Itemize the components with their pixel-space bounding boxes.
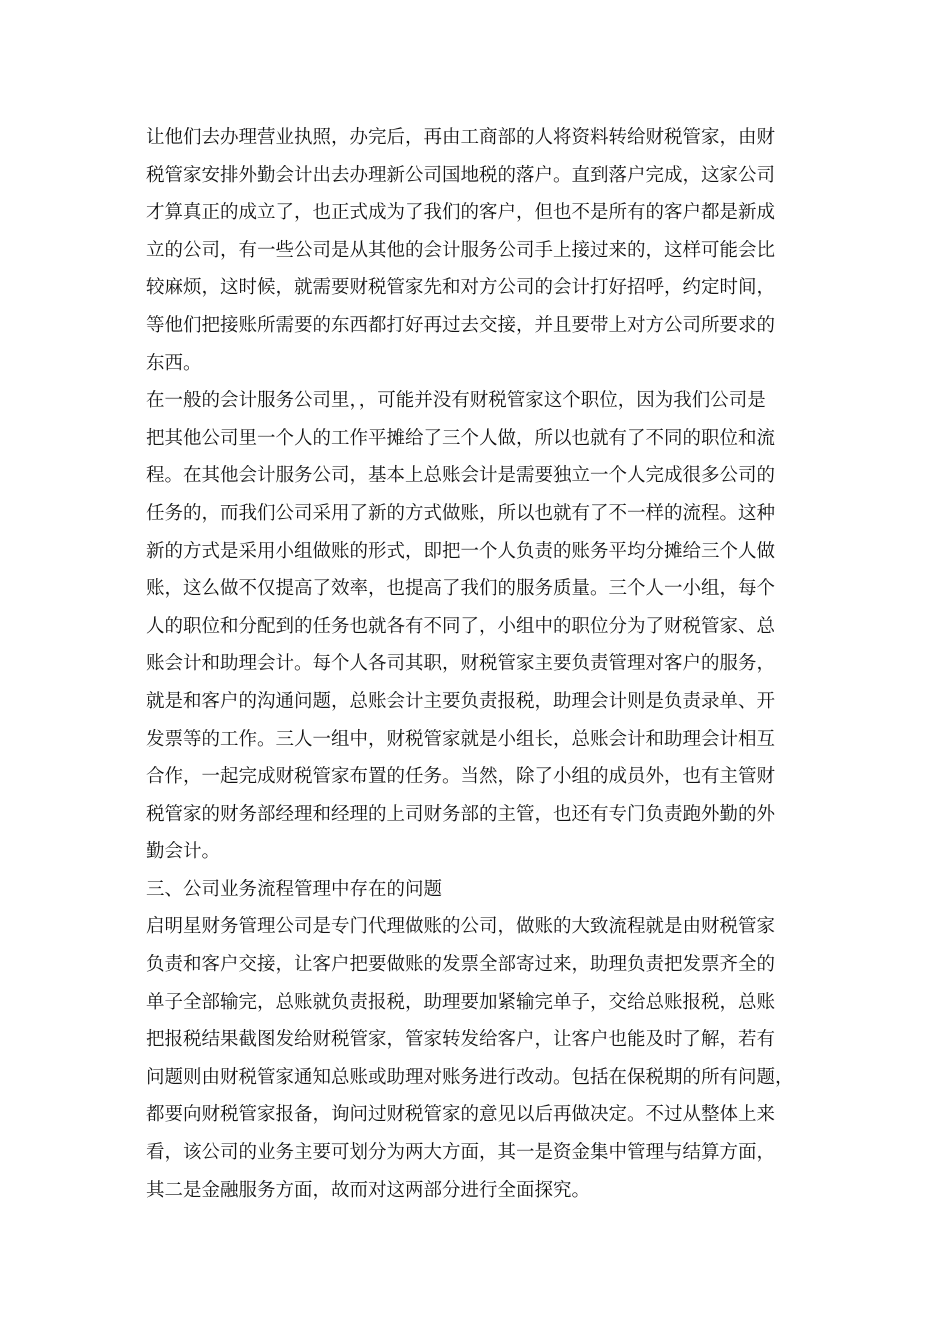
text-line: 启明星财务管理公司是专门代理做账的公司，做账的大致流程就是由财税管家	[146, 916, 776, 938]
text-line: 东西。	[146, 352, 202, 374]
text-line: 人的职位和分配到的任务也就各有不同了，小组中的职位分为了财税管家、总	[146, 615, 776, 637]
body-text	[146, 119, 846, 1209]
text-line: 账，这么做不仅提高了效率，也提高了我们的服务质量。三个人一小组，每个	[146, 578, 776, 600]
text-line: 看，该公司的业务主要可划分为两大方面，其一是资金集中管理与结算方面，	[146, 1142, 776, 1164]
text-line: 发票等的工作。三人一组中，财税管家就是小组长，总账会计和助理会计相互	[146, 728, 776, 750]
text-line: 较麻烦，这时候，就需要财税管家先和对方公司的会计打好招呼，约定时间，	[146, 277, 776, 299]
text-line: 在一般的会计服务公司里，，可能并没有财税管家这个职位，因为我们公司是	[146, 390, 766, 412]
text-line: 任务的，而我们公司采用了新的方式做账，所以也就有了不一样的流程。这种	[146, 502, 776, 524]
text-line: 合作，一起完成财税管家布置的任务。当然，除了小组的成员外，也有主管财	[146, 766, 776, 788]
text-line: 都要向财税管家报备，询问过财税管家的意见以后再做决定。不过从整体上来	[146, 1104, 776, 1126]
text-line: 税管家安排外勤会计出去办理新公司国地税的落户。直到落户完成，这家公司	[146, 164, 776, 186]
text-line: 把报税结果截图发给财税管家，管家转发给客户，让客户也能及时了解，若有	[146, 1029, 776, 1051]
text-line: 税管家的财务部经理和经理的上司财务部的主管，也还有专门负责跑外勤的外	[146, 803, 776, 825]
text-line: 立的公司，有一些公司是从其他的会计服务公司手上接过来的，这样可能会比	[146, 239, 776, 261]
text-line: 把其他公司里一个人的工作平摊给了三个人做，所以也就有了不同的职位和流	[146, 427, 776, 449]
text-line: 问题则由财税管家通知总账或助理对账务进行改动。包括在保税期的所有问题，	[146, 1066, 794, 1088]
text-line: 才算真正的成立了，也正式成为了我们的客户，但也不是所有的客户都是新成	[146, 202, 776, 224]
section-heading: 三、公司业务流程管理中存在的问题	[146, 878, 443, 900]
text-line: 负责和客户交接，让客户把要做账的发票全部寄过来，助理负责把发票齐全的	[146, 954, 776, 976]
text-line: 等他们把接账所需要的东西都打好再过去交接，并且要带上对方公司所要求的	[146, 314, 776, 336]
text-line: 其二是金融服务方面，故而对这两部分进行全面探究。	[146, 1179, 591, 1201]
text-line: 让他们去办理营业执照，办完后，再由工商部的人将资料转给财税管家，由财	[146, 127, 776, 148]
text-line: 程。在其他会计服务公司，基本上总账会计是需要独立一个人完成很多公司的	[146, 465, 776, 487]
text-line: 单子全部输完，总账就负责报税，助理要加紧输完单子，交给总账报税，总账	[146, 991, 776, 1013]
text-line: 勤会计。	[146, 841, 221, 863]
text-line: 就是和客户的沟通问题，总账会计主要负责报税，助理会计则是负责录单、开	[146, 690, 776, 712]
text-line: 账会计和助理会计。每个人各司其职，财税管家主要负责管理对客户的服务，	[146, 653, 776, 675]
text-line: 新的方式是采用小组做账的形式，即把一个人负责的账务平均分摊给三个人做	[146, 540, 776, 562]
